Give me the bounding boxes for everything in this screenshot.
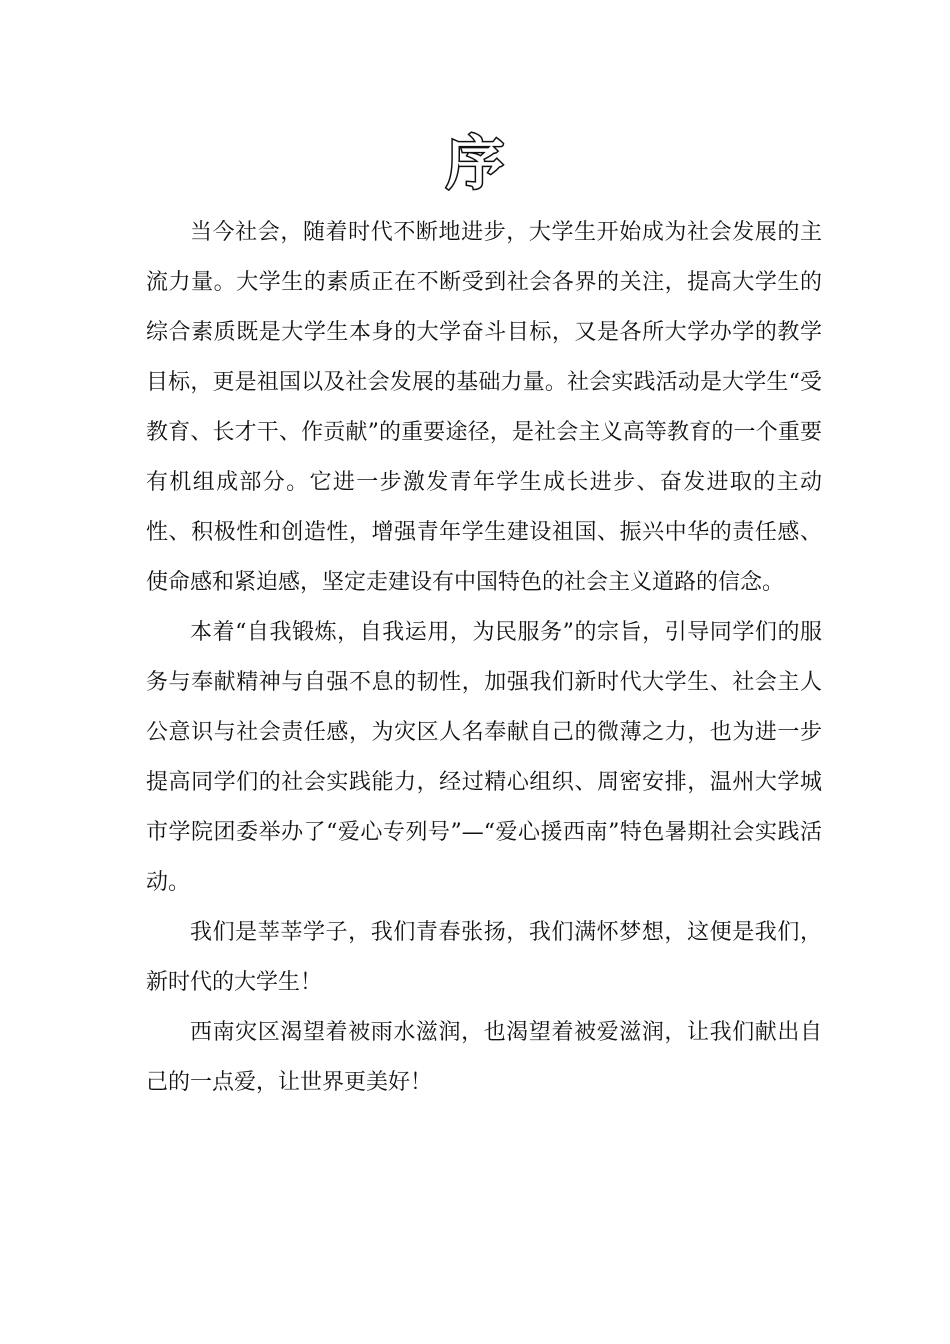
- paragraph-4: 西南灾区渴望着被雨水滋润，也渴望着被爱滋润，让我们献出自己的一点爱，让世界更美好！: [146, 1020, 822, 1095]
- paragraph-3: 我们是莘莘学子，我们青春张扬，我们满怀梦想，这便是我们，新时代的大学生！: [146, 920, 822, 995]
- paragraph-1: 当今社会，随着时代不断地进步，大学生开始成为社会发展的主流力量。大学生的素质正在不断受到社会各界的关注，提高大学生的综合素质既是大学生本身的大学奋斗目标，又是各所大学办学的教学目标，更是祖国以及社会发展的基础力量。社会实践活动是大学生“受教育、长才干、作贡献”的重要途径，是社会主义高等教育的一个重要有机组成部分。它进一步激发青年学生成长进步、奋发进取的主动性、积极性和创造性，增强青年学生建设祖国、振兴中华的责任感、使命感和紧迫感，坚定走建设有中国特色的社会主义道路的信念。: [146, 220, 822, 595]
- page-title: 序: [445, 129, 504, 197]
- document-body: [146, 208, 822, 1108]
- paragraph-2: 本着“自我锻炼，自我运用，为民服务”的宗旨，引导同学们的服务与奉献精神与自强不息的韧性，加强我们新时代大学生、社会主人公意识与社会责任感，为灾区人名奉献自己的微薄之力，也为进一步提高同学们的社会实践能力，经过精心组织、周密安排，温州大学城市学院团委举办了“爱心专列号”—“爱心援西南”特色暑期社会实践活动。: [146, 620, 822, 895]
- title-area: [0, 128, 950, 198]
